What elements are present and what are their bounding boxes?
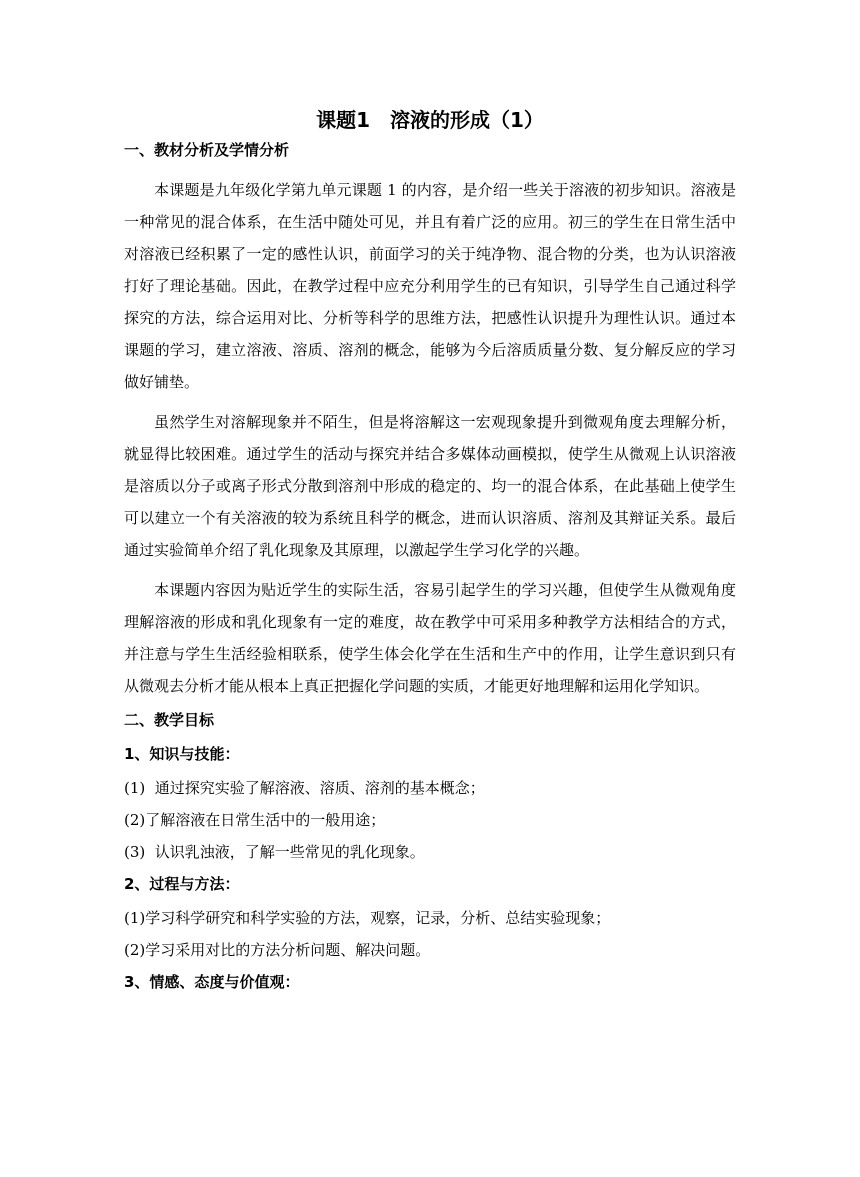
- section-heading-analysis: 一、教材分析及学情分析: [124, 141, 290, 159]
- list-item: (1) 通过探究实验了解溶液、溶质、溶剂的基本概念；: [124, 779, 485, 797]
- subheading-process-methods: 2、过程与方法：: [124, 875, 240, 893]
- paragraph-course-overview: 本课题是九年级化学第九单元课题 1 的内容，是介绍一些关于溶液的初步知识。溶液是一种常见的混合体系，在生活中随处可见，并且有着广泛的应用。初三的学生在日常生活中对溶液已经积累了一定的感性认识，前面学习的关于纯净物、混合物的分类，也为认识溶液打好了理论基础。因此，在教学过程中应充分利用学生的已有知识，引导学生自己通过科学探究的方法，综合运用对比、分析等科学的思维方法，把感性认识提升为理性认识。通过本课题的学习，建立溶液、溶质、溶剂的概念，能够为今后溶质质量分数、复分解反应的学习做好铺垫。: [124, 181, 736, 391]
- paragraph-learning-difficulty: 虽然学生对溶解现象并不陌生，但是将溶解这一宏观现象提升到微观角度去理解分析，就显得比较困难。通过学生的活动与探究并结合多媒体动画模拟，使学生从微观上认识溶液是溶质以分子或离子形式分散到溶剂中形成的稳定的、均一的混合体系，在此基础上使学生可以建立一个有关溶液的较为系统且科学的概念，进而认识溶质、溶剂及其辩证关系。最后通过实验简单介绍了乳化现象及其原理，以激起学生学习化学的兴趣。: [124, 413, 736, 559]
- list-item: (2)学习采用对比的方法分析问题、解决问题。: [124, 941, 431, 959]
- subheading-knowledge-skills: 1、知识与技能：: [124, 745, 240, 763]
- list-item: (2)了解溶液在日常生活中的一般用途；: [124, 811, 386, 829]
- document-title: 课题1 溶液的形成（1）: [316, 108, 544, 132]
- paragraph-teaching-approach: 本课题内容因为贴近学生的实际生活，容易引起学生的学习兴趣，但使学生从微观角度理解溶液的形成和乳化现象有一定的难度，故在教学中可采用多种教学方法相结合的方式，并注意与学生生活经验相联系，使学生体会化学在生活和生产中的作用，让学生意识到只有从微观去分析才能从根本上真正把握化学问题的实质，才能更好地理解和运用化学知识。: [124, 581, 736, 695]
- subheading-emotion-values: 3、情感、态度与价值观：: [124, 973, 300, 991]
- section-heading-objectives: 二、教学目标: [124, 711, 215, 729]
- list-item: (3) 认识乳浊液，了解一些常见的乳化现象。: [124, 843, 425, 861]
- document-page: [124, 106, 736, 1006]
- list-item: (1)学习科学研究和科学实验的方法，观察，记录，分析、总结实验现象；: [124, 909, 611, 927]
